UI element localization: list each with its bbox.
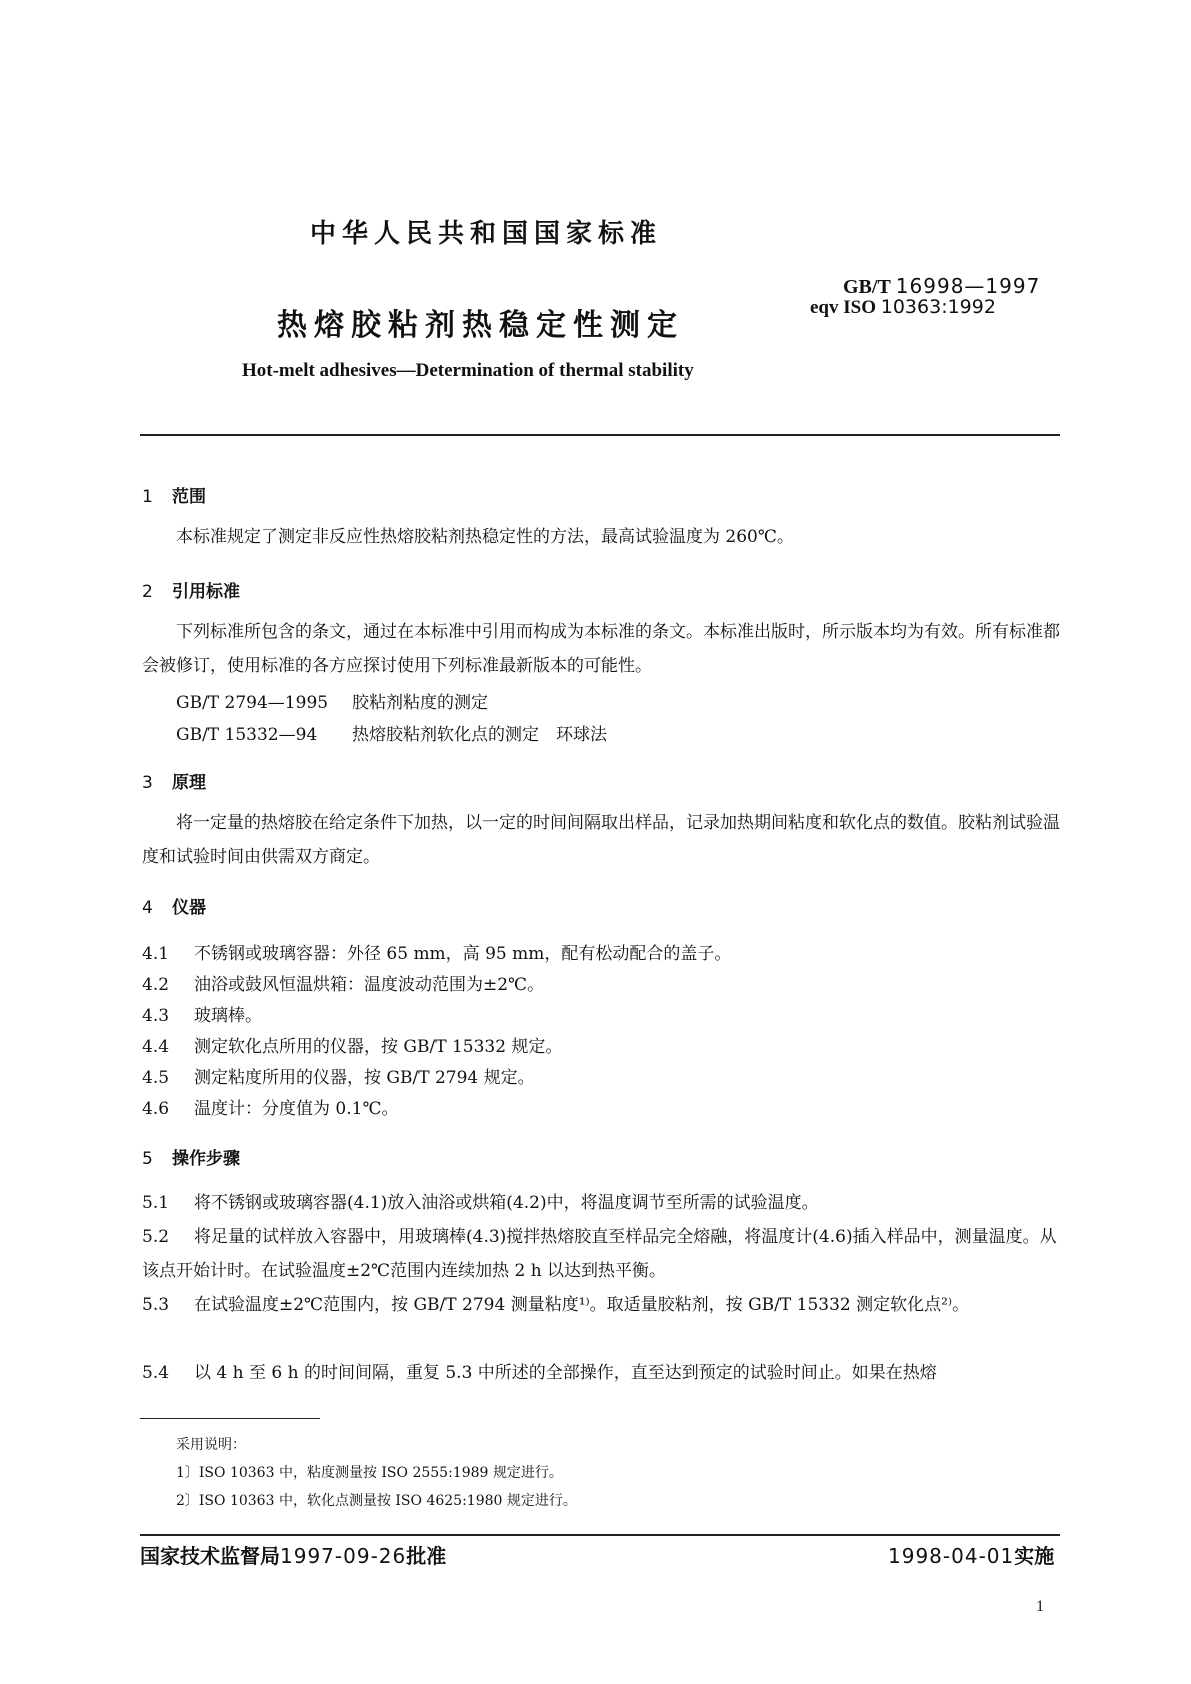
effective-suffix: 实施: [1014, 1544, 1055, 1568]
standard-year-number: 16998—1997: [895, 274, 1041, 298]
section-2-title: 引用标准: [172, 582, 240, 602]
instrument-item: [142, 1063, 535, 1088]
clause-text: 以 4 h 至 6 h 的时间间隔，重复 5.3 中所述的全部操作，直至达到预定的试验时间止。如果在热熔: [194, 1363, 937, 1383]
footnote-item: 1〕ISO 10363 中，粘度测量按 ISO 2555:1989 规定进行。: [176, 1465, 563, 1481]
approval-suffix: 批准: [406, 1544, 447, 1568]
reference-title: 胶粘剂粘度的测定: [352, 693, 488, 713]
clause-number: 5.4: [142, 1363, 170, 1383]
clause-number: 5.1: [142, 1193, 170, 1213]
header-divider: [140, 434, 1060, 436]
clause-number: 4.3: [142, 1006, 170, 1026]
instrument-item: [142, 939, 731, 964]
approver: 国家技术监督局: [140, 1544, 280, 1568]
clause-number: 4.1: [142, 944, 170, 964]
section-1-paragraph: 本标准规定了测定非反应性热熔胶粘剂热稳定性的方法，最高试验温度为 260℃。: [176, 527, 794, 547]
footnote-divider: [140, 1418, 320, 1419]
clause-number: 4.6: [142, 1099, 170, 1119]
section-2-paragraph: 下列标准所包含的条文，通过在本标准中引用而构成为本标准的条文。本标准出版时，所示版本均为有效。所有标准都会被修订，使用标准的各方应探讨使用下列标准最新版本的可能性。: [142, 622, 1060, 676]
section-3-heading: 3 原理: [142, 773, 206, 793]
reference-item: [176, 688, 488, 713]
clause-text: 测定软化点所用的仪器，按 GB/T 15332 规定。: [194, 1037, 563, 1057]
clause-text: 在试验温度±2℃范围内，按 GB/T 2794 测量粘度¹⁾。取适量胶粘剂，按 GB/T 15332 测定软化点²⁾。: [194, 1295, 970, 1315]
section-1-title: 范围: [172, 487, 206, 507]
clause-text: 油浴或鼓风恒温烘箱：温度波动范围为±2℃。: [194, 975, 545, 995]
section-3-title: 原理: [172, 773, 206, 793]
clause-number: 4.4: [142, 1037, 170, 1057]
standard-code: GB/T: [843, 276, 891, 298]
section-5-title: 操作步骤: [172, 1149, 240, 1169]
equivalent-standard: [810, 296, 996, 319]
instrument-item: [142, 1032, 562, 1057]
section-4-heading: 4 仪器: [142, 898, 206, 918]
reference-code: GB/T 2794—1995: [176, 693, 329, 713]
procedure-item: [142, 1288, 1062, 1322]
clause-number: 5.2: [142, 1227, 170, 1247]
instrument-item: [142, 970, 544, 995]
reference-title: 热熔胶粘剂软化点的测定 环球法: [352, 725, 607, 745]
approval-date: 1997-09-26: [280, 1544, 407, 1568]
clause-text: 温度计：分度值为 0.1℃。: [194, 1099, 399, 1119]
document-title-cn: 热熔胶粘剂热稳定性测定: [277, 308, 684, 343]
effective-line: [888, 1540, 1054, 1569]
footer-divider: [140, 1534, 1060, 1536]
footnote-item: 2〕ISO 10363 中，软化点测量按 ISO 4625:1980 规定进行。: [176, 1493, 577, 1509]
document-title-en: Hot-melt adhesives—Determination of thermal stability: [242, 360, 694, 381]
procedure-item: [142, 1220, 1062, 1288]
clause-number: 5.3: [142, 1295, 170, 1315]
procedure-item: [142, 1186, 1062, 1220]
instrument-item: [142, 1001, 262, 1026]
reference-code: GB/T 15332—94: [176, 725, 318, 745]
section-3-paragraph: 将一定量的热熔胶在给定条件下加热，以一定的时间间隔取出样品，记录加热期间粘度和软化点的数值。胶粘剂试验温度和试验时间由供需双方商定。: [142, 813, 1060, 867]
section-5-heading: 5 操作步骤: [142, 1149, 240, 1169]
section-1-heading: 1 范围: [142, 487, 206, 507]
footnote-label: 采用说明：: [176, 1437, 246, 1453]
instrument-item: [142, 1094, 398, 1119]
reference-item: [176, 720, 607, 745]
clause-text: 测定粘度所用的仪器，按 GB/T 2794 规定。: [194, 1068, 535, 1088]
section-2-heading: 2 引用标准: [142, 582, 240, 602]
national-standard-heading: 中华人民共和国国家标准: [310, 219, 663, 249]
clause-number: 4.5: [142, 1068, 170, 1088]
effective-date: 1998-04-01: [888, 1544, 1015, 1568]
clause-number: 4.2: [142, 975, 170, 995]
eqv-number: 10363:1992: [880, 296, 996, 318]
procedure-item: [142, 1356, 1062, 1390]
clause-text: 玻璃棒。: [194, 1006, 262, 1026]
page-number: 1: [1036, 1598, 1044, 1615]
clause-text: 将不锈钢或玻璃容器(4.1)放入油浴或烘箱(4.2)中，将温度调节至所需的试验温度。: [194, 1193, 819, 1213]
eqv-prefix: eqv ISO: [810, 297, 876, 318]
clause-text: 将足量的试样放入容器中，用玻璃棒(4.3)搅拌热熔胶直至样品完全熔融，将温度计(4.6)插入样品中，测量温度。从该点开始计时。在试验温度±2℃范围内连续加热 2 h 以达到热平衡。: [142, 1227, 1057, 1281]
section-4-title: 仪器: [172, 898, 206, 918]
approval-line: [140, 1540, 446, 1569]
clause-text: 不锈钢或玻璃容器：外径 65 mm，高 95 mm，配有松动配合的盖子。: [194, 944, 732, 964]
